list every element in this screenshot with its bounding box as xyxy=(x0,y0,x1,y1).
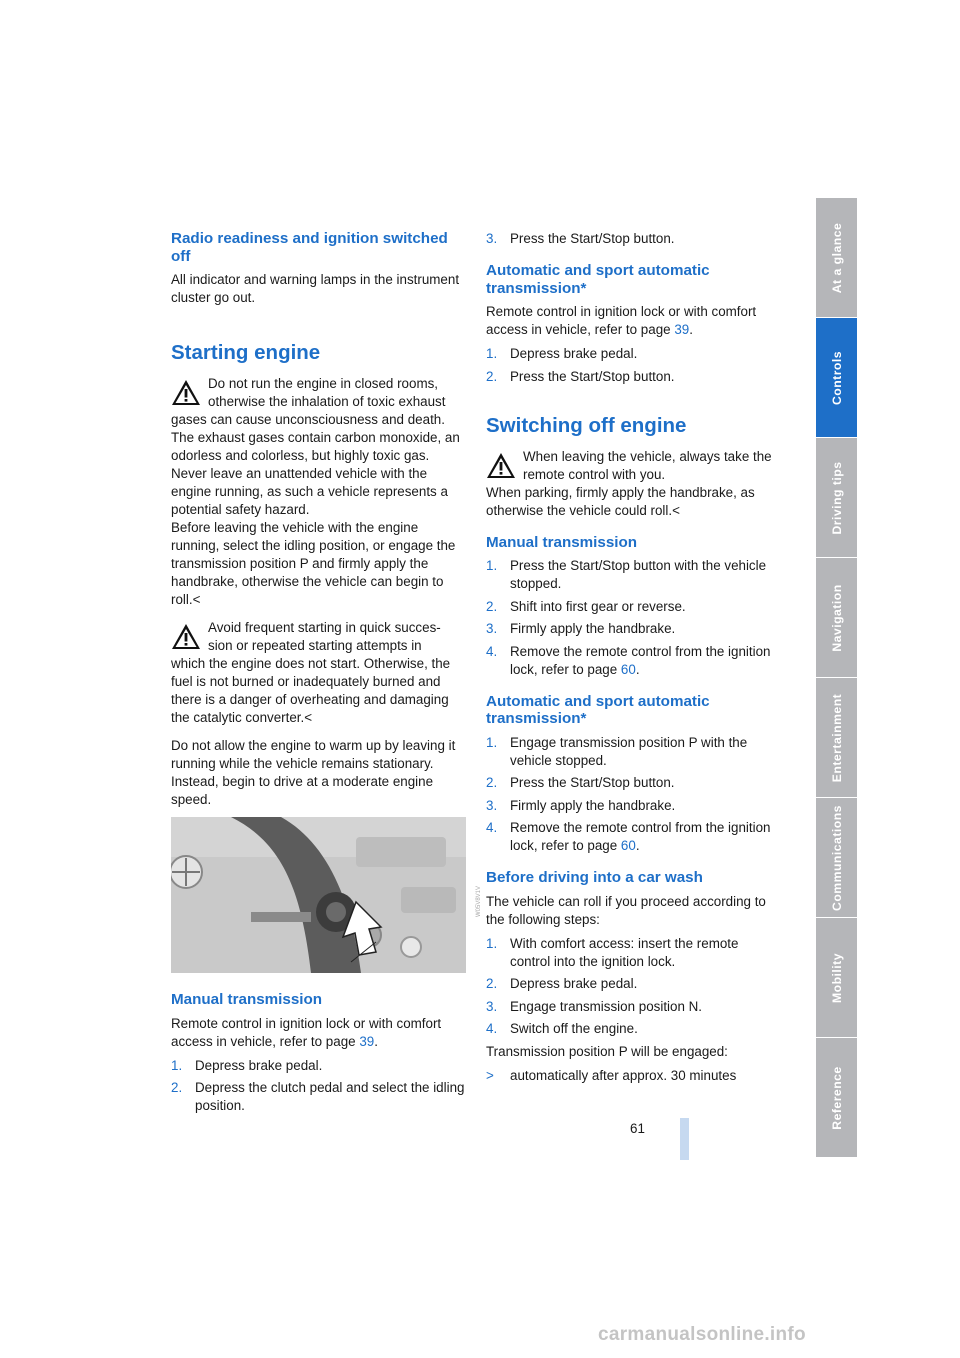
warning-line-2: otherwise the inhalation of toxic exhaust xyxy=(208,394,446,409)
page-number: 61 xyxy=(630,1121,645,1136)
warning-para: Before leaving the vehicle with the engine running, select the idling position, or engage the transmission position P and firmly apply the handbrake, otherwise the vehicle can begin to roll.< xyxy=(171,520,456,607)
bullet-item: > automatically after approx. 30 minutes xyxy=(486,1067,737,1083)
tab-controls[interactable]: Controls xyxy=(816,318,857,437)
warning-toxic-exhaust xyxy=(171,375,467,609)
manual-off-steps xyxy=(486,557,782,679)
list-item: 4. Remove the remote control from the ignition lock, refer to page 60. xyxy=(486,820,771,853)
switching-off-heading: Switching off engine xyxy=(486,413,687,437)
right-column xyxy=(486,230,782,1085)
warning-line-2: remote control with you. xyxy=(523,466,666,482)
warning-leaving-vehicle xyxy=(486,448,782,520)
list-item: 3. Press the Start/Stop button. xyxy=(486,231,675,246)
end-mark: < xyxy=(672,502,680,518)
tab-navigation[interactable]: Navigation xyxy=(816,558,857,677)
list-item: 2. Depress brake pedal. xyxy=(486,976,638,991)
warning-body: gases can cause unconsciousness and death. The exhaust gases contain carbon monoxide, an odorless and colorless, but highly toxic gas. Never leave an unattended vehicle with the engine running, as such a vehicle represents a potential safety hazard. xyxy=(171,412,460,517)
warning-triangle-icon xyxy=(486,452,516,479)
manual-start-steps-cont xyxy=(486,230,782,248)
page-ref-link[interactable]: 39 xyxy=(674,322,690,337)
tab-mobility[interactable]: Mobility xyxy=(816,918,857,1037)
list-item: 3. Firmly apply the handbrake. xyxy=(486,797,676,813)
end-mark: < xyxy=(304,710,313,725)
auto-off-steps xyxy=(486,734,782,856)
tab-entertainment[interactable]: Entertainment xyxy=(816,678,857,797)
list-item: 2. Shift into first gear or reverse. xyxy=(486,598,686,614)
tab-communications[interactable]: Communications xyxy=(816,798,857,917)
list-item: 2. Press the Start/Stop button. xyxy=(486,775,675,790)
warning-line-2: sion or repeated starting attempts in xyxy=(208,638,422,653)
auto-start-intro: Remote control in ignition lock or with comfort access in vehicle, refer to page 39. xyxy=(486,304,757,337)
list-item: 4. Switch off the engine. xyxy=(486,1021,638,1036)
warning-frequent-starting xyxy=(171,619,467,727)
manual-off-heading: Manual transmission xyxy=(486,533,638,551)
list-item: 1. Press the Start/Stop button with the vehicle stopped. xyxy=(486,558,767,591)
auto-start-heading: Automatic and sport automatic transmission* xyxy=(486,262,710,297)
end-mark: < xyxy=(192,592,201,607)
radio-readiness-text: All indicator and warning lamps in the instrument cluster go out. xyxy=(171,272,460,305)
steering-column-photo xyxy=(171,817,482,973)
list-item: 1. Depress brake pedal. xyxy=(171,1057,323,1073)
warning-line-1: Do not run the engine in closed rooms, xyxy=(208,376,439,391)
page-ref-link[interactable]: 39 xyxy=(359,1033,375,1049)
warning-triangle-icon xyxy=(171,623,201,650)
starting-engine-heading: Starting engine xyxy=(171,341,321,364)
watermark: carmanualsonline.info xyxy=(598,1324,806,1345)
car-wash-steps xyxy=(486,935,782,1039)
auto-start-steps xyxy=(486,345,782,386)
list-item: 2. Depress the clutch pedal and select the idling position. xyxy=(171,1080,465,1113)
warning-body: which the engine does not start. Otherwise, the fuel is not burned or inadequately burned and there is a danger of overheating and damaging the catalytic converter.< xyxy=(171,656,451,725)
warning-line-1: When leaving the vehicle, always take the xyxy=(523,448,772,464)
tab-reference[interactable]: Reference xyxy=(816,1038,857,1157)
warning-body: When parking, firmly apply the handbrake, as otherwise the vehicle could roll.< xyxy=(486,484,755,518)
image-code: W05V8V1V xyxy=(476,885,482,917)
warm-up-paragraph: Do not allow the engine to warm up by leaving it running while the vehicle remains stationary. Instead, begin to drive at a moderate engine speed. xyxy=(171,738,456,807)
list-item: 2. Press the Start/Stop button. xyxy=(486,368,675,384)
list-item: 1. Engage transmission position P with the vehicle stopped. xyxy=(486,734,748,768)
auto-off-heading: Automatic and sport automatic transmission* xyxy=(486,692,710,727)
car-wash-intro: The vehicle can roll if you proceed according to the following steps: xyxy=(486,893,766,927)
page-ref-link[interactable]: 60 xyxy=(620,661,636,677)
radio-readiness-heading: Radio readiness and ignition switched off xyxy=(171,230,448,265)
manual-intro: Remote control in ignition lock or with comfort access in vehicle, refer to page 39. xyxy=(171,1015,442,1049)
manual-start-steps xyxy=(171,1057,467,1116)
left-column xyxy=(171,230,482,1120)
bullet-mark: > xyxy=(486,1067,494,1083)
list-item: 1. With comfort access: insert the remote control into the ignition lock. xyxy=(486,935,739,969)
manual-transmission-heading: Manual transmission xyxy=(171,991,323,1008)
warning-line-1: Avoid frequent starting in quick succes- xyxy=(208,620,441,635)
page-marker-bar xyxy=(680,1118,689,1160)
list-item: 4. Remove the remote control from the ignition lock, refer to page 60. xyxy=(486,643,771,677)
list-item: 1. Depress brake pedal. xyxy=(486,346,638,361)
list-item: 3. Firmly apply the handbrake. xyxy=(486,621,676,636)
tab-driving-tips[interactable]: Driving tips xyxy=(816,438,857,557)
car-wash-heading: Before driving into a car wash xyxy=(486,869,703,886)
tab-at-a-glance[interactable]: At a glance xyxy=(816,198,857,317)
page-ref-link[interactable]: 60 xyxy=(620,838,636,853)
start-stop-button-image xyxy=(171,817,466,973)
section-tabs xyxy=(816,198,857,1159)
car-wash-after: Transmission position P will be engaged: xyxy=(486,1043,728,1059)
list-item: 3. Engage transmission position N. xyxy=(486,998,703,1014)
warning-triangle-icon xyxy=(171,379,201,406)
